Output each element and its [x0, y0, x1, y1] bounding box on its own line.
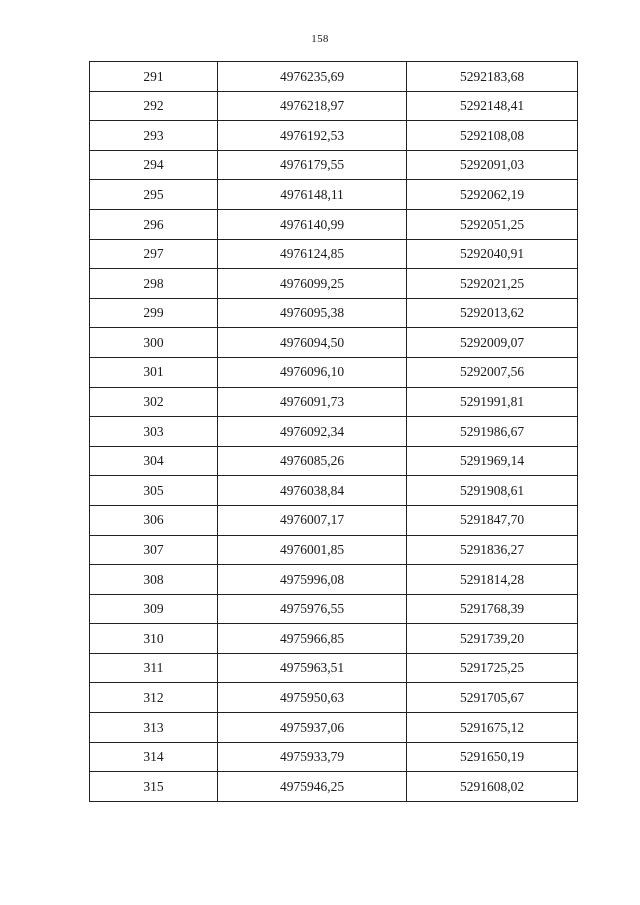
table-row: [90, 328, 578, 358]
x-coordinate-cell: 4976092,34: [218, 417, 407, 447]
y-coordinate-cell: 5292007,56: [407, 357, 578, 387]
table-row: [90, 772, 578, 802]
point-number-cell: 309: [90, 594, 218, 624]
y-coordinate-cell: 5292013,62: [407, 298, 578, 328]
table-row: [90, 387, 578, 417]
table-row: [90, 446, 578, 476]
point-number-cell: 314: [90, 742, 218, 772]
x-coordinate-cell: 4976099,25: [218, 269, 407, 299]
point-number-cell: 299: [90, 298, 218, 328]
table-row: [90, 653, 578, 683]
point-number-cell: 300: [90, 328, 218, 358]
point-number-cell: 303: [90, 417, 218, 447]
table-row: [90, 269, 578, 299]
x-coordinate-cell: 4976124,85: [218, 239, 407, 269]
x-coordinate-cell: 4976001,85: [218, 535, 407, 565]
y-coordinate-cell: 5292148,41: [407, 91, 578, 121]
table-row: [90, 180, 578, 210]
y-coordinate-cell: 5291814,28: [407, 565, 578, 595]
x-coordinate-cell: 4976007,17: [218, 505, 407, 535]
point-number-cell: 312: [90, 683, 218, 713]
y-coordinate-cell: 5291608,02: [407, 772, 578, 802]
point-number-cell: 298: [90, 269, 218, 299]
y-coordinate-cell: 5291705,67: [407, 683, 578, 713]
x-coordinate-cell: 4976091,73: [218, 387, 407, 417]
table-row: [90, 624, 578, 654]
point-number-cell: 308: [90, 565, 218, 595]
table-row: [90, 121, 578, 151]
table-row: [90, 239, 578, 269]
point-number-cell: 310: [90, 624, 218, 654]
y-coordinate-cell: 5291847,70: [407, 505, 578, 535]
table-row: [90, 713, 578, 743]
y-coordinate-cell: 5291768,39: [407, 594, 578, 624]
y-coordinate-cell: 5292091,03: [407, 150, 578, 180]
table-row: [90, 357, 578, 387]
point-number-cell: 311: [90, 653, 218, 683]
x-coordinate-cell: 4975946,25: [218, 772, 407, 802]
table-row: [90, 209, 578, 239]
point-number-cell: 297: [90, 239, 218, 269]
table-row: [90, 62, 578, 92]
point-number-cell: 293: [90, 121, 218, 151]
y-coordinate-cell: 5291969,14: [407, 446, 578, 476]
coordinates-table: [89, 61, 578, 802]
y-coordinate-cell: 5292009,07: [407, 328, 578, 358]
point-number-cell: 313: [90, 713, 218, 743]
table-row: [90, 476, 578, 506]
table-row: [90, 742, 578, 772]
point-number-cell: 315: [90, 772, 218, 802]
x-coordinate-cell: 4975933,79: [218, 742, 407, 772]
table-row: [90, 505, 578, 535]
x-coordinate-cell: 4975937,06: [218, 713, 407, 743]
x-coordinate-cell: 4975966,85: [218, 624, 407, 654]
coordinates-table-body: [90, 62, 578, 802]
point-number-cell: 295: [90, 180, 218, 210]
point-number-cell: 304: [90, 446, 218, 476]
x-coordinate-cell: 4975976,55: [218, 594, 407, 624]
y-coordinate-cell: 5292040,91: [407, 239, 578, 269]
x-coordinate-cell: 4976192,53: [218, 121, 407, 151]
point-number-cell: 307: [90, 535, 218, 565]
point-number-cell: 291: [90, 62, 218, 92]
x-coordinate-cell: 4976140,99: [218, 209, 407, 239]
y-coordinate-cell: 5292183,68: [407, 62, 578, 92]
point-number-cell: 301: [90, 357, 218, 387]
y-coordinate-cell: 5291991,81: [407, 387, 578, 417]
x-coordinate-cell: 4976148,11: [218, 180, 407, 210]
y-coordinate-cell: 5291908,61: [407, 476, 578, 506]
x-coordinate-cell: 4976235,69: [218, 62, 407, 92]
y-coordinate-cell: 5291986,67: [407, 417, 578, 447]
point-number-cell: 292: [90, 91, 218, 121]
point-number-cell: 306: [90, 505, 218, 535]
x-coordinate-cell: 4976094,50: [218, 328, 407, 358]
x-coordinate-cell: 4976038,84: [218, 476, 407, 506]
table-row: [90, 91, 578, 121]
y-coordinate-cell: 5291650,19: [407, 742, 578, 772]
y-coordinate-cell: 5292051,25: [407, 209, 578, 239]
x-coordinate-cell: 4976095,38: [218, 298, 407, 328]
table-row: [90, 150, 578, 180]
point-number-cell: 296: [90, 209, 218, 239]
y-coordinate-cell: 5292062,19: [407, 180, 578, 210]
point-number-cell: 294: [90, 150, 218, 180]
y-coordinate-cell: 5291836,27: [407, 535, 578, 565]
x-coordinate-cell: 4975963,51: [218, 653, 407, 683]
y-coordinate-cell: 5292108,08: [407, 121, 578, 151]
y-coordinate-cell: 5291725,25: [407, 653, 578, 683]
table-row: [90, 565, 578, 595]
page-number: 158: [311, 33, 329, 45]
x-coordinate-cell: 4976179,55: [218, 150, 407, 180]
x-coordinate-cell: 4975996,08: [218, 565, 407, 595]
y-coordinate-cell: 5292021,25: [407, 269, 578, 299]
table-row: [90, 683, 578, 713]
x-coordinate-cell: 4976218,97: [218, 91, 407, 121]
x-coordinate-cell: 4976096,10: [218, 357, 407, 387]
x-coordinate-cell: 4975950,63: [218, 683, 407, 713]
y-coordinate-cell: 5291675,12: [407, 713, 578, 743]
y-coordinate-cell: 5291739,20: [407, 624, 578, 654]
point-number-cell: 302: [90, 387, 218, 417]
point-number-cell: 305: [90, 476, 218, 506]
table-row: [90, 594, 578, 624]
table-row: [90, 298, 578, 328]
table-row: [90, 535, 578, 565]
table-row: [90, 417, 578, 447]
x-coordinate-cell: 4976085,26: [218, 446, 407, 476]
